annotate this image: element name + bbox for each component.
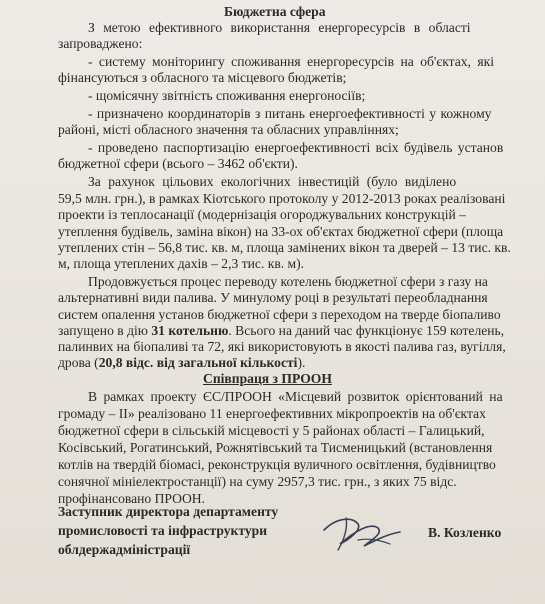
para2-line1: За рахунок цільових екологічних інвестицій (було виділено [88, 174, 457, 189]
para3-line2: альтернативні види палива. У минулому році в результаті переобладнання [58, 290, 488, 305]
signature-title-line2: промисловості та інфраструктури [58, 523, 268, 538]
para2-line3: проекти із теплосанації (модернізація огороджувальних конструкцій – [58, 207, 466, 222]
para1-line6: - призначено координаторів з питань енергоефективності у кожному [88, 106, 492, 121]
para3-line4 [58, 323, 504, 339]
para3-line4-post: . Всього на даний час функціонує 159 котелень, [228, 323, 505, 338]
heading-budget-sphere: Бюджетна сфера [224, 4, 326, 19]
boilers-count: 31 котельню [151, 323, 229, 338]
para2-line5: утеплених стін – 56,8 тис. кв. м, площа замінених вікон та дверей – 13 тис. кв. [58, 240, 511, 255]
para3-line4-pre: запущено в дію [58, 323, 152, 338]
para3-line5: палинвих на біопаливі та 72, які використовують в якості палива газ, вугілля, [58, 339, 506, 354]
para4-line4: Косівський, Рогатинський, Рожнятівський та Тисменицький (встановлення [58, 440, 493, 455]
para2-line4: утеплення будівель, заміна вікон) на 33-ох об'єктах бюджетної сфери (площа [58, 224, 504, 239]
para4-line3: бюджетної сфери в сільській місцевості у 5 районах області – Галицький, [58, 423, 485, 438]
signature-title [58, 502, 278, 559]
para3-line6 [58, 355, 305, 371]
para3-line6-post: ). [297, 355, 306, 370]
signature-title-line1: Заступник директора департаменту [58, 504, 279, 519]
para1-line8: - проведено паспортизацію енергоефективності всіх будівель установ [88, 140, 504, 155]
para1-line3: - систему моніторингу споживання енергоресурсів на об'єктах, які [88, 54, 494, 69]
para1-line5: - щомісячну звітність споживання енергоносіїв; [88, 88, 366, 103]
heading-undp-cooperation: Співпраця з ПРООН [203, 371, 332, 386]
para1-line4: фінансуються з обласного та місцевого бюджетів; [58, 70, 347, 85]
para1-line7: районі, місті обласного значення та обласних управліннях; [58, 122, 399, 137]
signer-name: В. Козленко [428, 525, 502, 540]
para4-line5: котлів на твердій біомасі, реконструкція вуличного освітлення, будівництво [58, 457, 496, 472]
percent-share: 20,8 відс. від загальної кількості [98, 355, 298, 370]
para2-line2: 59,5 млн. грн.), в рамках Кіотського протоколу у 2012-2013 роках реалізовані [58, 191, 506, 206]
para4-line6: сонячної мініелектростанції) на суму 2957,3 тис. грн., з яких 75 відс. [58, 474, 457, 489]
para3-line6-pre: дрова ( [58, 355, 99, 370]
para2-line6: м, площа утеплених дахів – 2,3 тис. кв. м). [58, 256, 305, 271]
para1-line2: запроваджено: [58, 36, 143, 51]
para1-line1: З метою ефективного використання енергоресурсів в області [88, 20, 471, 35]
para4-line1: В рамках проекту ЄС/ПРООН «Місцевий розвиток орієнтований на [88, 389, 503, 404]
para4-line2: громаду – ІІ» реалізовано 11 енергоефективних мікропроектів на об'єктах [58, 406, 486, 421]
signature-title-line3: облдержадміністрації [58, 542, 191, 557]
handwritten-signature [318, 510, 404, 554]
para4-line7: профінансовано ПРООН. [58, 491, 206, 506]
para3-line1: Продовжується процес переводу котелень бюджетної сфери з газу на [88, 274, 488, 289]
para3-line3: систем опалення установ бюджетної сфери з переходом на тверде біопаливо [58, 307, 501, 322]
para1-line9: бюджетної сфери (всього – 3462 об'єкти). [58, 156, 298, 171]
